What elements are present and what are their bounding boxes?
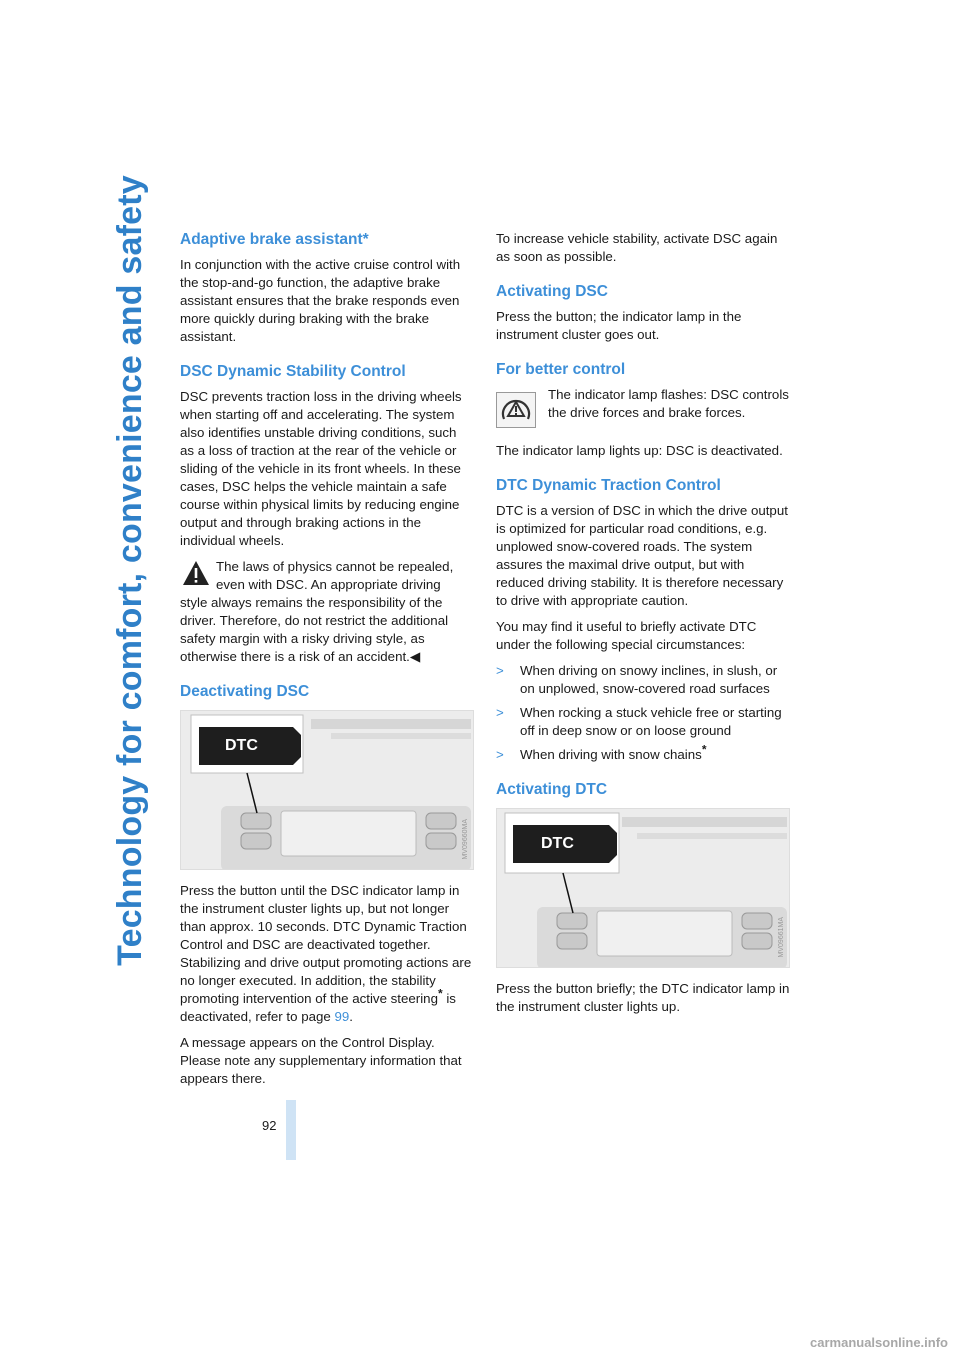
heading-better-control: For better control	[496, 361, 626, 378]
para-message: A message appears on the Control Display. Please note any supplementary information that appears there.	[180, 1035, 462, 1086]
dsc-indicator-icon	[496, 392, 536, 428]
heading-dtc: DTC Dynamic Traction Control	[496, 477, 721, 494]
fig-dtc-label: DTC	[541, 835, 574, 852]
heading-activating-dtc: Activating DTC	[496, 781, 608, 798]
page-link-99[interactable]: 99	[334, 1009, 350, 1024]
para-activating-dsc: Press the button; the indicator lamp in the instrument cluster goes out.	[496, 309, 742, 342]
fig-code: MV09660MA	[462, 818, 469, 859]
heading-dsc: DSC Dynamic Stability Control	[180, 363, 406, 380]
list-item: > When driving with snow chains*	[496, 742, 707, 762]
para-useful: You may find it useful to briefly activate DTC under the following special circumstances:	[496, 619, 757, 652]
warning-text-start: The laws of physics cannot be repealed, even with DSC. An appropriate driving	[216, 559, 454, 592]
dashboard-illustration	[497, 809, 790, 968]
asterisk-mark: *	[437, 986, 443, 1001]
warning-note	[180, 558, 474, 666]
para-press-activate: Press the button briefly; the DTC indicator lamp in the instrument cluster lights up.	[496, 981, 790, 1014]
para-dtc: DTC is a version of DSC in which the drive output is optimized for particular road conditions, e.g. unplowed snow-covered roads. The system assures the maximal drive output, but with reduced driving stability. It is therefore necessary to drive with appropriate caution.	[496, 503, 788, 608]
warning-triangle-icon	[182, 560, 210, 586]
para-lamp-lights: The indicator lamp lights up: DSC is deactivated.	[496, 443, 783, 458]
para-dsc: DSC prevents traction loss in the driving wheels when starting off and accelerating. The system also identifies unstable driving conditions, such as a loss of traction at the rear of the vehicle or sliding of the vehicle in its front wheels. In these cases, DSC helps the vehicle maintain a safe course within physical limits by reducing engine output and through braking actions in the individual wheels.	[180, 389, 462, 548]
list-item: > When rocking a stuck vehicle free or starting off in deep snow or on loose ground	[496, 705, 782, 738]
para-press-deactivate: Press the button until the DSC indicator lamp in the instrument cluster lights up, but not longer than approx. 10 seconds. DTC Dynamic Traction Control and DSC are deactivated together. Stabilizing and drive output promoting actions are no longer executed. In addition, the stability promoting intervention of the active steering* is deactivated, refer to page 99.	[180, 883, 472, 1024]
list-item: > When driving on snowy inclines, in slush, or on unplowed, snow-covered road surfaces	[496, 663, 778, 696]
fig-code: MV09661MA	[778, 916, 785, 957]
side-title: Technology for comfort, convenience and safety	[110, 174, 149, 966]
fig-dtc-label: DTC	[225, 737, 258, 754]
para-increase-stability: To increase vehicle stability, activate DSC again as soon as possible.	[496, 231, 778, 264]
figure-dtc-button-activate	[496, 808, 790, 968]
heading-adaptive-brake: Adaptive brake assistant*	[180, 231, 369, 248]
para-brake: In conjunction with the active cruise control with the stop-and-go function, the adaptive brake assistant ensures that the brake responds even more quickly during braking with the brake assistant.	[180, 257, 461, 344]
page-number: 92	[262, 1118, 277, 1133]
page-bar	[286, 1100, 296, 1160]
right-column	[496, 230, 790, 1024]
figure-dtc-button-deactivate	[180, 710, 474, 870]
asterisk-mark: *	[701, 742, 707, 757]
footer-site-logo: carmanualsonline.info	[810, 1335, 948, 1350]
left-column	[180, 230, 474, 1096]
para-lamp-flashes: The indicator lamp flashes: DSC controls the drive forces and brake forces.	[548, 387, 789, 420]
warning-text-rest: style always remains the responsibility of the driver. Therefore, do not restrict the additional safety margin with a risky driving style, as otherwise there is a risk of an accident.◀	[180, 595, 449, 664]
circumstances-list	[496, 662, 790, 764]
dashboard-illustration	[181, 711, 474, 870]
indicator-note	[496, 386, 790, 440]
heading-activating-dsc: Activating DSC	[496, 283, 608, 300]
heading-deactivating-dsc: Deactivating DSC	[180, 683, 310, 700]
